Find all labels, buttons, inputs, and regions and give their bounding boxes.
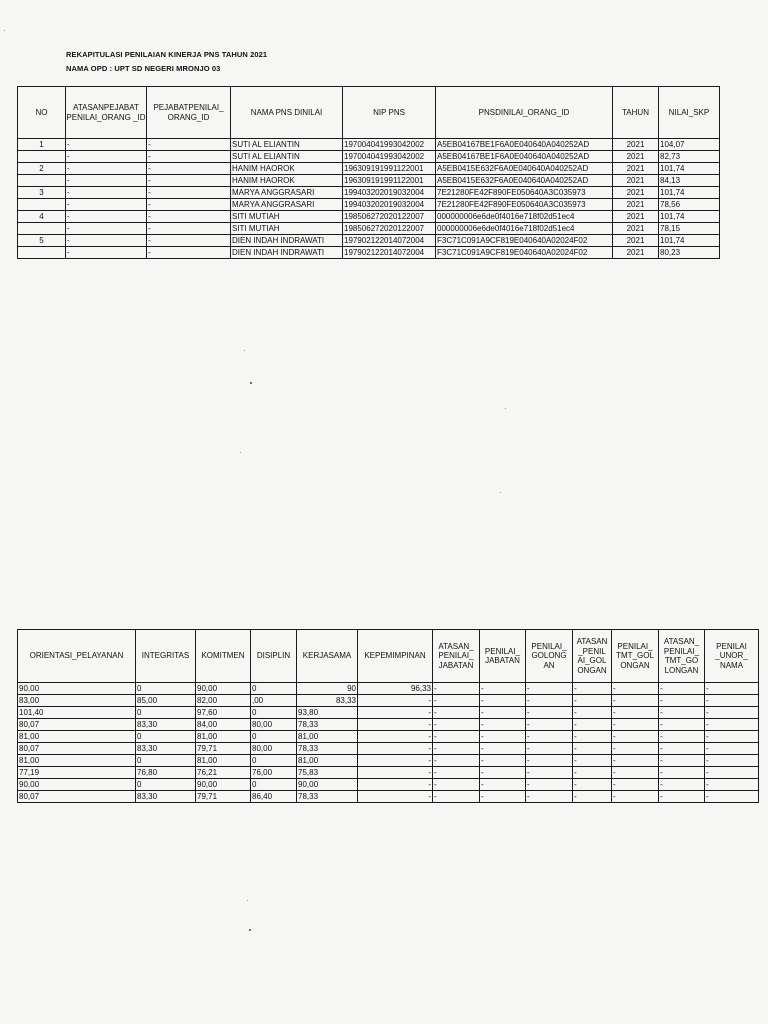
table-cell: 96,33 xyxy=(358,683,433,695)
column-header: ATASAN_ PENILAI_ TMT_GO LONGAN xyxy=(659,630,705,683)
table-cell: - xyxy=(66,139,147,151)
table-cell: 2021 xyxy=(613,199,659,211)
column-header: INTEGRITAS xyxy=(136,630,196,683)
table-cell: - xyxy=(433,791,480,803)
table-cell: A5EB0415E632F6A0E040640A040252AD xyxy=(436,175,613,187)
scan-dot xyxy=(247,900,248,901)
document-header xyxy=(66,48,267,76)
table-cell: - xyxy=(480,719,526,731)
table-cell: - xyxy=(480,707,526,719)
table-cell: 90,00 xyxy=(18,779,136,791)
table-cell: 81,00 xyxy=(297,731,358,743)
table-row xyxy=(18,707,759,719)
table-cell: 86,40 xyxy=(251,791,297,803)
table-cell: - xyxy=(573,731,612,743)
table-cell: - xyxy=(358,695,433,707)
table-cell: 83,30 xyxy=(136,743,196,755)
table-cell: - xyxy=(705,755,759,767)
table-cell: 101,74 xyxy=(659,235,720,247)
table-cell: - xyxy=(433,767,480,779)
table-cell xyxy=(18,223,66,235)
table-cell: - xyxy=(612,707,659,719)
table-row xyxy=(18,767,759,779)
table-cell: 80,23 xyxy=(659,247,720,259)
table-cell: 0 xyxy=(251,683,297,695)
scan-speck xyxy=(249,929,251,931)
table-cell: F3C71C091A9CF819E040640A02024F02 xyxy=(436,247,613,259)
column-header: PENILAI_ TMT_GOL ONGAN xyxy=(612,630,659,683)
table-cell: - xyxy=(66,223,147,235)
table-cell: - xyxy=(480,683,526,695)
table-cell: 93,80 xyxy=(297,707,358,719)
table-cell: 78,33 xyxy=(297,791,358,803)
table-cell: 78,33 xyxy=(297,719,358,731)
table-cell: - xyxy=(480,695,526,707)
table-cell: 81,00 xyxy=(18,755,136,767)
table-cell: - xyxy=(147,175,231,187)
table-cell: - xyxy=(526,719,573,731)
table-cell: 0 xyxy=(251,731,297,743)
table-cell: 198506272020122007 xyxy=(343,223,436,235)
opd-name: NAMA OPD : UPT SD NEGERI MRONJO 03 xyxy=(66,64,221,73)
table-cell: DIEN INDAH INDRAWATI xyxy=(231,247,343,259)
scan-dot xyxy=(505,408,506,409)
table-cell: HANIM HAOROK xyxy=(231,175,343,187)
report-title: REKAPITULASI PENILAIAN KINERJA PNS TAHUN 2021 xyxy=(66,50,268,59)
table-cell: 2 xyxy=(18,163,66,175)
table-cell: - xyxy=(66,187,147,199)
table-cell: - xyxy=(573,683,612,695)
column-header: TAHUN xyxy=(613,87,659,139)
performance-summary-table xyxy=(17,86,720,259)
work-behavior-table xyxy=(17,629,759,803)
table-cell: - xyxy=(526,743,573,755)
table-cell: 101,74 xyxy=(659,211,720,223)
table-cell: - xyxy=(573,779,612,791)
table-cell: - xyxy=(659,767,705,779)
table-cell: - xyxy=(147,163,231,175)
column-header: NIP PNS xyxy=(343,87,436,139)
table-cell: - xyxy=(66,175,147,187)
table-cell: 90,00 xyxy=(297,779,358,791)
table-cell: 79,71 xyxy=(196,791,251,803)
table-cell: - xyxy=(480,755,526,767)
table-cell: A5EB04167BE1F6A0E040640A040252AD xyxy=(436,139,613,151)
table-cell: 80,00 xyxy=(251,719,297,731)
table-cell xyxy=(18,199,66,211)
table-cell: 198506272020122007 xyxy=(343,211,436,223)
table-row xyxy=(18,235,720,247)
table-cell: 90,00 xyxy=(18,683,136,695)
table-row xyxy=(18,199,720,211)
table-row xyxy=(18,791,759,803)
table-cell: 0 xyxy=(136,755,196,767)
column-header: NO xyxy=(18,87,66,139)
column-header: PEJABATPENILAI_ ORANG_ID xyxy=(147,87,231,139)
table-cell: - xyxy=(659,707,705,719)
table-cell: - xyxy=(147,199,231,211)
table-cell: - xyxy=(659,683,705,695)
table-cell: 80,07 xyxy=(18,743,136,755)
table-cell: - xyxy=(147,187,231,199)
table-cell: 0 xyxy=(136,707,196,719)
table-cell: 81,00 xyxy=(18,731,136,743)
table-cell: - xyxy=(358,719,433,731)
table-cell: 76,00 xyxy=(251,767,297,779)
table-cell xyxy=(18,175,66,187)
table-cell: 83,00 xyxy=(18,695,136,707)
table-cell: - xyxy=(573,743,612,755)
table-cell: - xyxy=(433,779,480,791)
table-cell: 84,13 xyxy=(659,175,720,187)
table-cell: - xyxy=(480,743,526,755)
table-cell: - xyxy=(433,707,480,719)
table-cell: - xyxy=(573,791,612,803)
table2-header-row xyxy=(18,630,759,683)
table-row xyxy=(18,139,720,151)
table-cell: 2021 xyxy=(613,235,659,247)
column-header: PENILAI_ GOLONG AN xyxy=(526,630,573,683)
column-header: KEPEMIMPINAN xyxy=(358,630,433,683)
table-cell: ,00 xyxy=(251,695,297,707)
table-cell: 2021 xyxy=(613,163,659,175)
table-cell: 81,00 xyxy=(196,731,251,743)
table-row xyxy=(18,683,759,695)
table-cell: HANIM HAOROK xyxy=(231,163,343,175)
table-cell: - xyxy=(66,247,147,259)
table-cell: - xyxy=(573,695,612,707)
table-cell: - xyxy=(358,707,433,719)
table-cell: MARYA ANGGRASARI xyxy=(231,187,343,199)
table-cell: - xyxy=(705,779,759,791)
table-cell: - xyxy=(612,767,659,779)
table-cell: 75,83 xyxy=(297,767,358,779)
scan-speck xyxy=(250,382,252,384)
table-cell: - xyxy=(526,707,573,719)
table-cell: - xyxy=(433,719,480,731)
column-header: NAMA PNS DINILAI xyxy=(231,87,343,139)
table-cell: 83,33 xyxy=(297,695,358,707)
table-cell: 78,56 xyxy=(659,199,720,211)
table-cell: - xyxy=(147,151,231,163)
table-cell: 3 xyxy=(18,187,66,199)
table-cell: SITI MUTIAH xyxy=(231,223,343,235)
table-cell: 4 xyxy=(18,211,66,223)
column-header: PENILAI _UNOR_ NAMA xyxy=(705,630,759,683)
table-row xyxy=(18,187,720,199)
table-cell: - xyxy=(66,151,147,163)
table-cell: 78,15 xyxy=(659,223,720,235)
table-cell: - xyxy=(480,791,526,803)
table-cell: - xyxy=(147,211,231,223)
table-cell: 80,07 xyxy=(18,719,136,731)
table-cell: 101,74 xyxy=(659,163,720,175)
table-cell xyxy=(18,151,66,163)
table-cell: - xyxy=(358,731,433,743)
table-cell: - xyxy=(433,743,480,755)
column-header: ATASANPEJABAT PENILAI_ORANG _ID xyxy=(66,87,147,139)
table-cell: - xyxy=(66,211,147,223)
scan-dot xyxy=(240,452,241,453)
table-cell: - xyxy=(659,779,705,791)
table-cell: 104,07 xyxy=(659,139,720,151)
table-cell: - xyxy=(705,743,759,755)
table-cell: 81,00 xyxy=(297,755,358,767)
table-cell: 000000006e6de0f4016e718f02d51ec4 xyxy=(436,211,613,223)
table-cell: - xyxy=(433,683,480,695)
table-cell: 7E21280FE42F890FE050640A3C035973 xyxy=(436,187,613,199)
table-cell: 79,71 xyxy=(196,743,251,755)
table-cell: - xyxy=(358,791,433,803)
table-cell: 196309191991122001 xyxy=(343,163,436,175)
table-cell: 84,00 xyxy=(196,719,251,731)
column-header: KOMITMEN xyxy=(196,630,251,683)
table-cell: DIEN INDAH INDRAWATI xyxy=(231,235,343,247)
table-cell: - xyxy=(705,767,759,779)
table-cell: - xyxy=(147,223,231,235)
table-cell: - xyxy=(66,235,147,247)
table-cell: 000000006e6de0f4016e718f02d51ec4 xyxy=(436,223,613,235)
table-cell: 76,21 xyxy=(196,767,251,779)
table-cell: - xyxy=(480,779,526,791)
table-cell: 5 xyxy=(18,235,66,247)
table-cell: 199403202019032004 xyxy=(343,199,436,211)
column-header: DISIPLIN xyxy=(251,630,297,683)
table-cell: 97,60 xyxy=(196,707,251,719)
table-cell: - xyxy=(659,719,705,731)
table-cell: - xyxy=(147,235,231,247)
table-cell: - xyxy=(612,731,659,743)
table-cell: - xyxy=(612,779,659,791)
table-cell: - xyxy=(612,743,659,755)
table-cell: F3C71C091A9CF819E040640A02024F02 xyxy=(436,235,613,247)
table-cell: - xyxy=(705,791,759,803)
table-row xyxy=(18,719,759,731)
table-row xyxy=(18,695,759,707)
table-cell: 2021 xyxy=(613,139,659,151)
table-cell: 199403202019032004 xyxy=(343,187,436,199)
table-cell: - xyxy=(612,719,659,731)
table-cell: 82,00 xyxy=(196,695,251,707)
table-cell: 0 xyxy=(251,755,297,767)
table-cell: 0 xyxy=(136,731,196,743)
table-cell: 2021 xyxy=(613,187,659,199)
table-row xyxy=(18,779,759,791)
table-cell: - xyxy=(526,755,573,767)
table-row xyxy=(18,755,759,767)
table-cell: SUTI AL ELIANTIN xyxy=(231,139,343,151)
table-row xyxy=(18,163,720,175)
table-cell: A5EB0415E632F6A0E040640A040252AD xyxy=(436,163,613,175)
table-cell: - xyxy=(573,719,612,731)
table-cell: - xyxy=(433,755,480,767)
table-cell: 80,07 xyxy=(18,791,136,803)
table-cell: - xyxy=(659,791,705,803)
table-cell: - xyxy=(612,683,659,695)
table-cell: 0 xyxy=(136,779,196,791)
table-cell: SUTI AL ELIANTIN xyxy=(231,151,343,163)
table-cell: 1 xyxy=(18,139,66,151)
table-cell: 90 xyxy=(297,683,358,695)
table-cell: 77,19 xyxy=(18,767,136,779)
table-cell: - xyxy=(66,163,147,175)
table-cell: 76,80 xyxy=(136,767,196,779)
table-row xyxy=(18,731,759,743)
table-cell: SITI MUTIAH xyxy=(231,211,343,223)
table-cell: 0 xyxy=(251,779,297,791)
table-cell: 2021 xyxy=(613,247,659,259)
table-cell: - xyxy=(358,779,433,791)
table-row xyxy=(18,743,759,755)
table-cell: - xyxy=(358,755,433,767)
table-cell: - xyxy=(147,247,231,259)
table-cell: - xyxy=(358,767,433,779)
table-cell: - xyxy=(705,731,759,743)
table-cell: 196309191991122001 xyxy=(343,175,436,187)
table-cell: - xyxy=(433,731,480,743)
column-header: KERJASAMA xyxy=(297,630,358,683)
column-header: ATASAN_ PENILAI_ JABATAN xyxy=(433,630,480,683)
table-cell: 85,00 xyxy=(136,695,196,707)
table-cell: - xyxy=(659,755,705,767)
table-cell: - xyxy=(526,731,573,743)
table-cell: 80,00 xyxy=(251,743,297,755)
table-cell: 83,30 xyxy=(136,791,196,803)
table-cell: - xyxy=(659,695,705,707)
column-header: ATASAN _PENIL AI_GOL ONGAN xyxy=(573,630,612,683)
table-row xyxy=(18,151,720,163)
table-cell: - xyxy=(526,791,573,803)
table-cell: - xyxy=(612,695,659,707)
table-cell: 7E21280FE42F890FE050640A3C035973 xyxy=(436,199,613,211)
table-row xyxy=(18,247,720,259)
column-header: ORIENTASI_PELAYANAN xyxy=(18,630,136,683)
table-cell: 2021 xyxy=(613,151,659,163)
table-cell: 78,33 xyxy=(297,743,358,755)
table-cell: - xyxy=(705,695,759,707)
table-cell: A5EB04167BE1F6A0E040640A040252AD xyxy=(436,151,613,163)
table-cell: 197902122014072004 xyxy=(343,247,436,259)
table-cell: 90,00 xyxy=(196,779,251,791)
table-cell: 101,74 xyxy=(659,187,720,199)
table-cell: - xyxy=(612,791,659,803)
table-cell xyxy=(18,247,66,259)
table-cell: 2021 xyxy=(613,211,659,223)
table-cell: 197004041993042002 xyxy=(343,151,436,163)
table-cell: - xyxy=(526,779,573,791)
scan-dot xyxy=(4,30,5,31)
table-row xyxy=(18,175,720,187)
table-cell: - xyxy=(659,731,705,743)
table-cell: 101,40 xyxy=(18,707,136,719)
table-cell: - xyxy=(526,683,573,695)
table-cell: - xyxy=(705,707,759,719)
table-cell: - xyxy=(705,719,759,731)
table-cell: - xyxy=(659,743,705,755)
table-row xyxy=(18,223,720,235)
table-cell: 0 xyxy=(251,707,297,719)
table-cell: - xyxy=(526,695,573,707)
table-cell: 197902122014072004 xyxy=(343,235,436,247)
table-cell: MARYA ANGGRASARI xyxy=(231,199,343,211)
table-cell: - xyxy=(480,767,526,779)
table-cell: 83,30 xyxy=(136,719,196,731)
table-cell: 2021 xyxy=(613,175,659,187)
column-header: NILAI_SKP xyxy=(659,87,720,139)
table-cell: - xyxy=(526,767,573,779)
table-cell: - xyxy=(573,707,612,719)
table-cell: 2021 xyxy=(613,223,659,235)
table-cell: - xyxy=(612,755,659,767)
table-cell: 90,00 xyxy=(196,683,251,695)
scan-dot xyxy=(244,350,245,351)
table-row xyxy=(18,211,720,223)
table-cell: 0 xyxy=(136,683,196,695)
table-cell: 197004041993042002 xyxy=(343,139,436,151)
column-header: PNSDINILAI_ORANG_ID xyxy=(436,87,613,139)
table-cell: - xyxy=(433,695,480,707)
table-cell: - xyxy=(480,731,526,743)
scan-dot xyxy=(500,492,501,493)
table-cell: 82,73 xyxy=(659,151,720,163)
table-cell: - xyxy=(66,199,147,211)
table-cell: - xyxy=(147,139,231,151)
table-cell: - xyxy=(573,767,612,779)
table-cell: 81,00 xyxy=(196,755,251,767)
table-cell: - xyxy=(573,755,612,767)
table-cell: - xyxy=(358,743,433,755)
table-cell: - xyxy=(705,683,759,695)
table1-header-row xyxy=(18,87,720,139)
column-header: PENILAI_ JABATAN xyxy=(480,630,526,683)
